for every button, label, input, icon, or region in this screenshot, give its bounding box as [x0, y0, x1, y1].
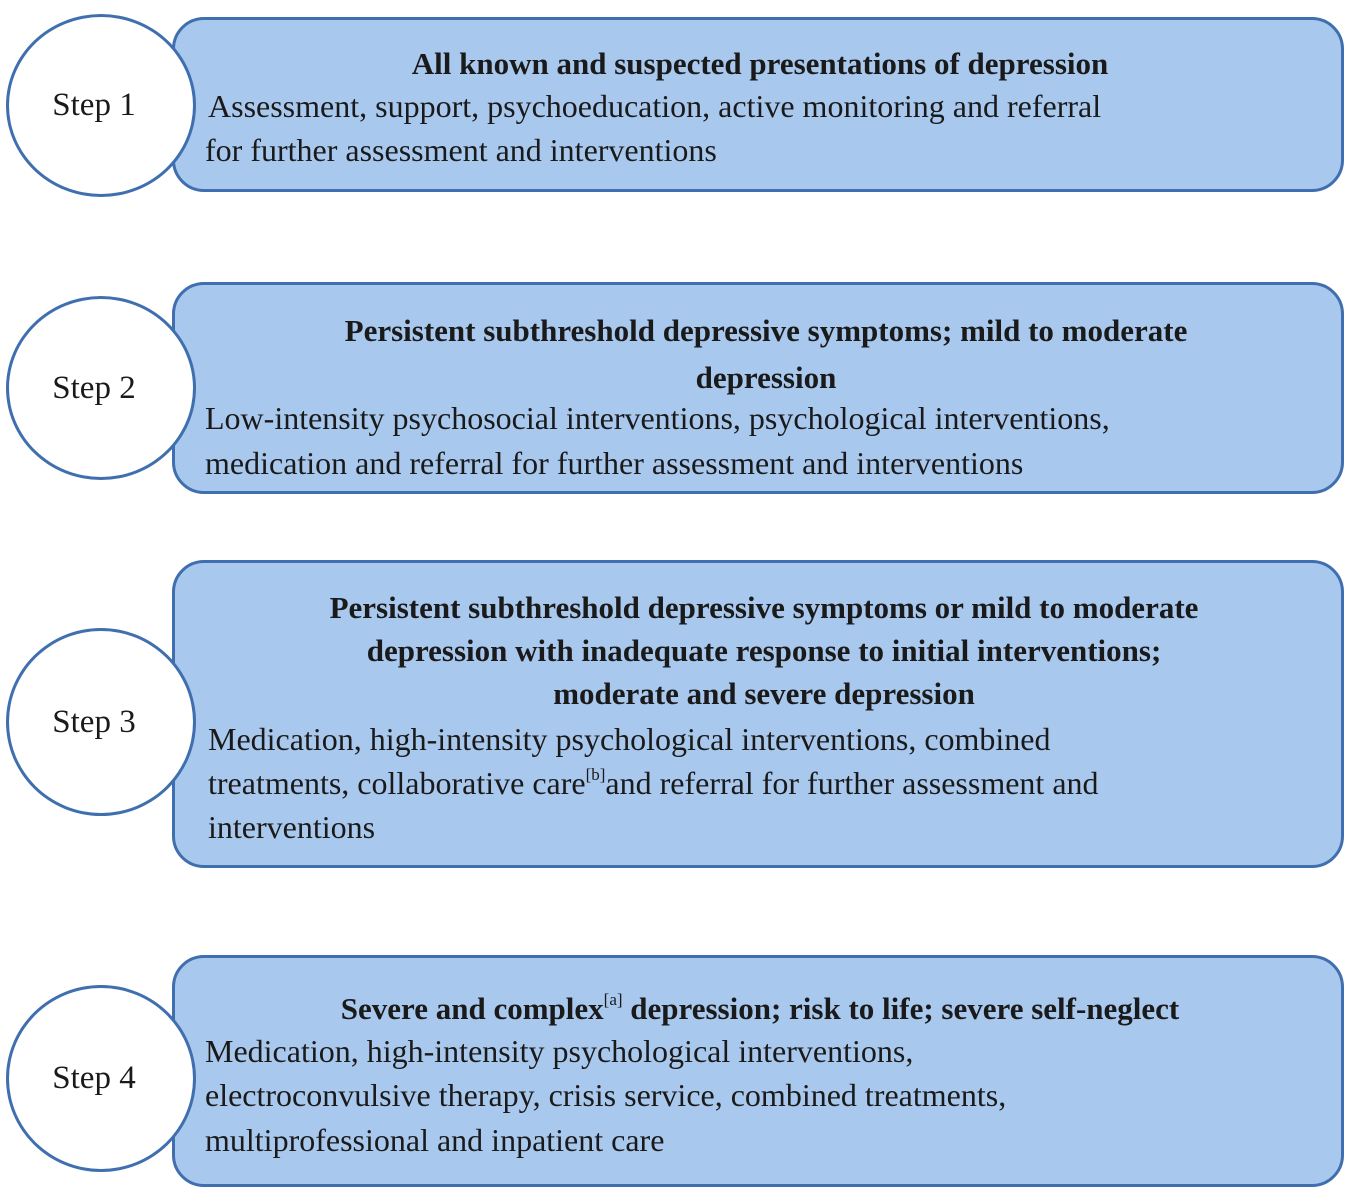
step-3-body-text: treatments, collaborative care: [208, 765, 586, 801]
step-2-label: Step 2: [52, 369, 136, 406]
step-2-heading: [216, 307, 1316, 401]
step-4-heading: [210, 987, 1310, 1030]
step-3-body-line: [208, 761, 1099, 805]
step-3-heading: [214, 586, 1314, 715]
step-1-label: Step 1: [52, 87, 136, 123]
step-1-body-line: Assessment, support, psychoeducation, active monitoring and referral: [208, 88, 1102, 124]
step-4-heading-text: Severe and complex: [340, 991, 604, 1026]
step-3-heading-line: moderate and severe depression: [553, 676, 975, 711]
step-3-heading-line: depression with inadequate response to initial interventions;: [366, 633, 1162, 668]
step-4-body-line: multiprofessional and inpatient care: [205, 1122, 665, 1158]
step-2-circle: [6, 296, 196, 480]
step-2-body-line: Low-intensity psychosocial interventions, psychological interventions,: [205, 400, 1110, 436]
step-3-label: Step 3: [52, 703, 136, 740]
step-1-heading: [210, 42, 1310, 85]
step-1-body-line: for further assessment and interventions: [205, 132, 717, 168]
step-4-body-line: Medication, high-intensity psychological interventions,: [205, 1033, 914, 1069]
step-3-body-line: interventions: [208, 809, 376, 845]
footnote-b-marker: [b]: [585, 765, 606, 784]
step-4-body-line: electroconvulsive therapy, crisis service, combined treatments,: [205, 1077, 1007, 1113]
step-2-heading-line: Persistent subthreshold depressive symptoms; mild to moderate: [344, 313, 1188, 348]
step-4-heading-line: [210, 987, 1310, 1030]
step-3-body-text: and referral for further assessment and: [605, 765, 1099, 801]
step-4-heading-text: depression; risk to life; severe self-neglect: [622, 991, 1180, 1026]
step-3-heading-line: Persistent subthreshold depressive symptoms or mild to moderate: [329, 590, 1199, 625]
step-2-body-line: medication and referral for further assessment and interventions: [205, 445, 1024, 481]
step-4-label: Step 4: [52, 1060, 136, 1096]
step-2-heading-line: depression: [695, 360, 837, 395]
step-3-body-line: Medication, high-intensity psychological interventions, combined: [208, 721, 1051, 757]
footnote-a-marker: [a]: [603, 990, 623, 1009]
step-3-circle: [6, 628, 196, 816]
step-1-heading-line: All known and suspected presentations of depression: [411, 46, 1109, 81]
step-4-circle: [6, 985, 196, 1172]
step-1-circle: [6, 14, 196, 197]
